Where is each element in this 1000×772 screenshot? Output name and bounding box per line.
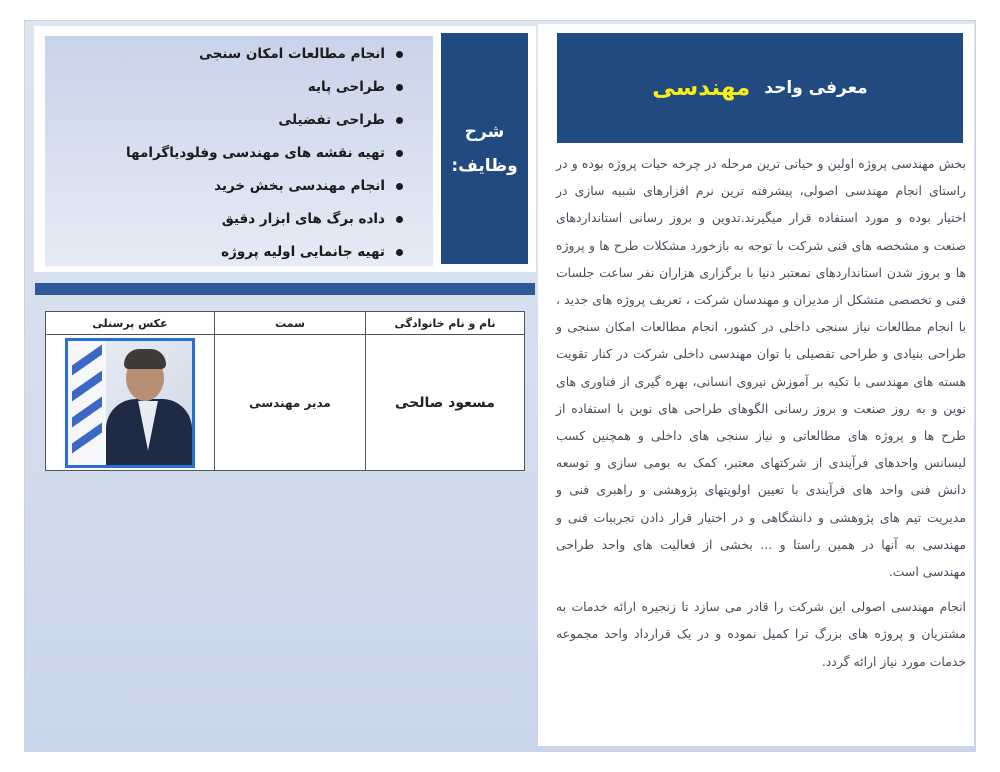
intro-title-highlight: مهندسی [652, 75, 751, 101]
duties-label-line2: وظایف: [451, 155, 518, 176]
duty-item: انجام مطالعات امکان سنجی [45, 38, 425, 71]
header-position: سمت [215, 312, 366, 335]
duties-label [441, 33, 528, 264]
intro-paragraph-2: انجام مهندسی اصولی این شرکت را قادر می سازد تا زنجیره ارائه خدمات به مشتریان و پروژه های بزرگ ترا کمیل نموده و در یک قرارداد واحد مجموعه خدمات مورد نیاز ارائه گردد. [556, 599, 966, 669]
photo-person-hair [124, 349, 166, 369]
section-divider [35, 283, 535, 295]
duty-item: طراحی تفضیلی [45, 104, 425, 137]
intro-paragraph-1: بخش مهندسی پروژه اولین و حیاتی ترین مرحله در چرخه حیات پروژه بوده و در راستای انجام مهندسی اصولی، پیشرفته ترین نرم افزارهای شبیه سازی در اختیار بوده و مورد استفاده قرار میگیرند.تدوین و بروز رسانی استانداردهای صنعت و مشخصه های فنی شرکت با توجه به بازخورد مشکلات طرح ها و پروژه ها و بروز شدن استانداردهای نمعتبر دنیا با برگزاری هزاران نفر ساعت جلسات فنی و تخصصی متشکل از مدیران و مهندسان شرکت ، تعریف پروژه های جدید ، با انجام مطالعات نیاز سنجی داخلی در کشور، انجام مطالعات امکان سنجی و طراحی بنیادی و طراحی تفصیلی با توان مهندسی داخلی شرکت در کنار تقویت هسته های مهندسی با تکیه بر آموزش نیروی انسانی، بهره گیری از فناوری های نوین و به روز صنعت و بروز رسانی الگوهای طراحی های نوین با استفاده از طرح ها و پروژه های مطالعاتی و نیاز سنجی های داخلی و همچنین کسب لیسانس واحدهای فرآیندی از شرکتهای معتبر، کمک به بومی سازی و توسعه دانش فنی واحد های فرآیندی با تعیین اولویتهای پژوهشی و راهبری فنی و مدیریت تیم های پژوهشی و دانشگاهی و در اختیار قرار دادن تجربیات فنی و مهندسی به آنها در همین راستا و ... بخشی از فعالیت های واحد طراحی مهندسی است. [556, 156, 966, 580]
staff-photo-cell [46, 335, 215, 471]
duty-item: داده برگ های ابزار دقیق [45, 203, 425, 236]
header-name: نام و نام خانوادگی [366, 312, 525, 335]
intro-title-prefix: معرفی واحد [764, 78, 868, 98]
staff-table-header-row [46, 312, 525, 335]
staff-name: مسعود صالحی [366, 335, 525, 471]
staff-photo [65, 338, 195, 468]
duty-item: طراحی پایه [45, 71, 425, 104]
header-photo: عکس پرسنلی [46, 312, 215, 335]
duty-item: انجام مهندسی بخش خرید [45, 170, 425, 203]
staff-table [45, 311, 525, 471]
intro-title-bar [557, 33, 963, 143]
duty-item: تهیه جانمایی اولیه پروژه [45, 236, 425, 269]
intro-body [556, 150, 966, 740]
duties-label-line1: شرح [464, 121, 505, 142]
duty-item: تهیه نقشه های مهندسی وفلودیاگرامها [45, 137, 425, 170]
staff-position: مدیر مهندسی [215, 335, 366, 471]
duties-list [45, 38, 425, 269]
table-row [46, 335, 525, 471]
